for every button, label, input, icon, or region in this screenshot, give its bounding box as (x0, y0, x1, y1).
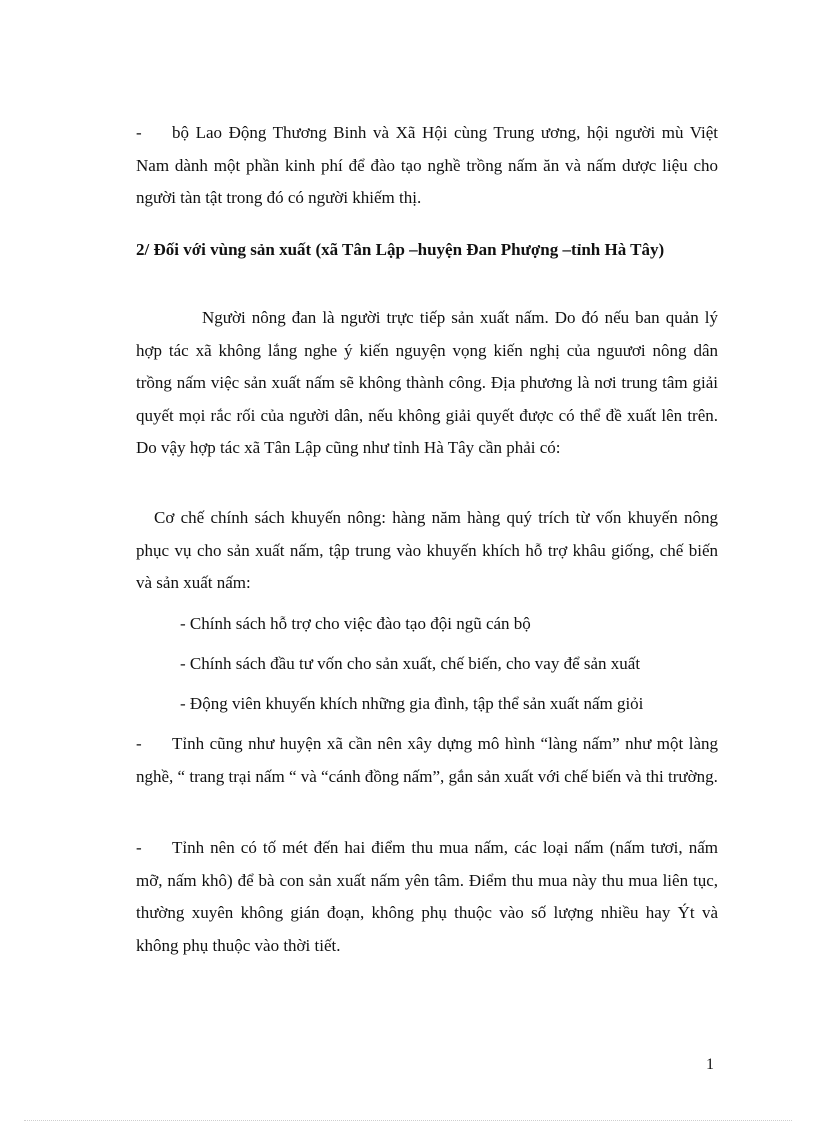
paragraph-bullet-1 (136, 117, 718, 215)
paragraph-bullet-3 (136, 832, 718, 962)
bullet-marker: - (136, 734, 142, 753)
section-heading: 2/ Đối với vùng sản xuất (xã Tân Lập –huyện Đan Phượng –tỉnh Hà Tây) (136, 240, 665, 259)
page-number: 1 (706, 1056, 714, 1073)
paragraph-farmers: Người nông đan là người trực tiếp sản xuất nấm. Do đó nếu ban quản lý hợp tác xã không lắng nghe ý kiến nguyện vọng kiến nghị của nguươi nông dân trồng nấm việc sản xuất nấm sẽ không thành công. Địa phương là nơi trung tâm giải quyết mọi rắc rối của người dân, nếu không giải quyết được có thể đề xuất lên trên. Do vậy hợp tác xã Tân Lập cũng như tỉnh Hà Tây cần phải có: (136, 308, 718, 457)
bullet-marker: - (136, 123, 142, 142)
list-item-policy-investment: - Chính sách đầu tư vốn cho sản xuất, chế biến, cho vay để sản xuất (180, 654, 641, 673)
page-bottom-border (24, 1120, 792, 1121)
paragraph-text: Tỉnh nên có tố mét đến hai điểm thu mua nấm, các loại nấm (nấm tươi, nấm mỡ, nấm khô) để bà con sản xuất nấm yên tâm. Điểm thu mua này thu mua liên tục, thường xuyên không gián đoạn, không phụ thuộc vào số lượng nhiều hay Ýt và không phụ thuộc vào thời tiết. (136, 838, 718, 955)
paragraph-bullet-2 (136, 728, 718, 793)
paragraph-text: Tỉnh cũng như huyện xã cần nên xây dựng mô hình “làng nấm” như một làng nghề, “ trang trại nấm “ và “cánh đồng nấm”, gắn sản xuất với chế biến và thi trường. (136, 734, 718, 786)
list-item-encouragement: - Động viên khuyến khích những gia đình, tập thể sản xuất nấm giỏi (180, 694, 644, 713)
list-item-policy-training: - Chính sách hỗ trợ cho việc đào tạo đội ngũ cán bộ (180, 614, 531, 633)
paragraph-text: bộ Lao Động Thương Binh và Xã Hội cùng Trung ương, hội người mù Việt Nam dành một phần kinh phí để đào tạo nghề trồng nấm ăn và nấm dược liệu cho người tàn tật trong đó có người khiếm thị. (136, 123, 718, 207)
bullet-marker: - (136, 838, 142, 857)
paragraph-policy: Cơ chế chính sách khuyến nông: hàng năm hàng quý trích từ vốn khuyến nông phục vụ cho sản xuất nấm, tập trung vào khuyến khích hỗ trợ khâu giống, chế biến và sản xuất nấm: (136, 508, 718, 592)
